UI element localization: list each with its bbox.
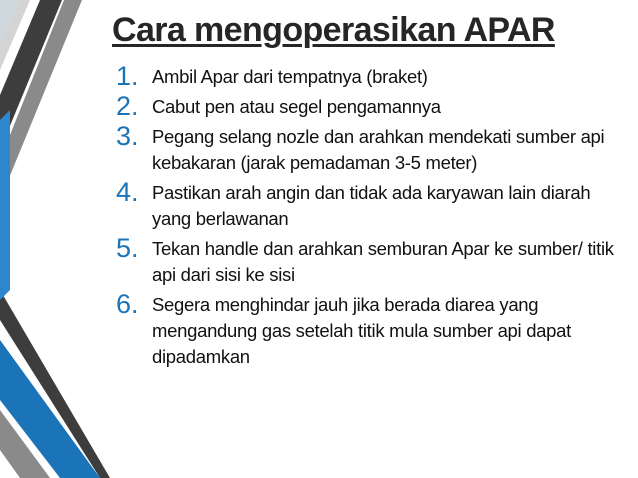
step-item <box>116 62 632 90</box>
step-text: Segera menghindar jauh jika berada diarea yang mengandung gas setelah titik mula sumber api dapat dipadamkan <box>152 294 571 367</box>
step-number: 1. <box>116 61 139 91</box>
step-number: 6. <box>116 289 139 319</box>
step-text: Cabut pen atau segel pengamannya <box>152 96 441 117</box>
step-item <box>116 92 632 120</box>
step-text: Pastikan arah angin dan tidak ada karyawan lain diarah yang berlawanan <box>152 182 591 229</box>
step-number: 5. <box>116 233 139 263</box>
decorative-stripes <box>0 0 110 478</box>
step-item <box>116 178 632 232</box>
step-text: Ambil Apar dari tempatnya (braket) <box>152 66 428 87</box>
stripe-blue-accent <box>0 110 10 300</box>
step-text: Pegang selang nozle dan arahkan mendekati sumber api kebakaran (jarak pemadaman 3-5 meter) <box>152 126 605 173</box>
step-item <box>116 234 632 288</box>
step-text: Tekan handle dan arahkan semburan Apar ke sumber/ titik api dari sisi ke sisi <box>152 238 614 285</box>
slide-title: Cara mengoperasikan APAR <box>112 11 555 49</box>
step-item <box>116 122 632 176</box>
step-number: 2. <box>116 91 139 121</box>
steps-list <box>116 62 632 372</box>
step-number: 4. <box>116 177 139 207</box>
step-number: 3. <box>116 121 139 151</box>
step-item <box>116 290 632 370</box>
